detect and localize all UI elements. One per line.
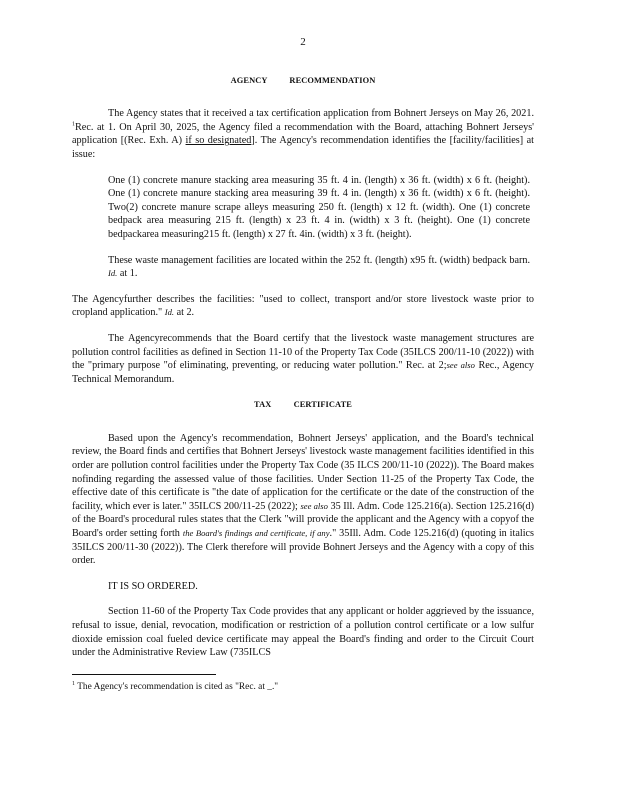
id-citation: Id. <box>108 268 118 279</box>
id-citation-2: Id. <box>164 307 175 318</box>
italic-quotation: the Board's findings and certificate, if any <box>182 528 330 539</box>
tax-certificate-heading: TAX CERTIFICATE <box>254 400 352 410</box>
para3-text-b: Rec., Agency Technical Memorandum. <box>72 360 534 385</box>
tax-certificate-paragraph <box>72 432 534 568</box>
para2-text-b: at 2. <box>176 307 195 319</box>
facility-location-quote <box>108 254 530 281</box>
para4-text-b: 35 Ill. Adm. Code 125.216(a). Section 125.216(d) of the Board's procedural rules states that the Clerk "will provide the applicant and the Agency with a copyof the Board's order setting forth <box>72 500 535 540</box>
para1-text-b: Rec. at 1. On April 30, 2025, the Agency filed a recommendation with the Board, attaching Bohnert Jerseys' application [(Rec. Exh. A) <box>72 121 534 147</box>
footnote-divider <box>72 674 216 675</box>
agency-paragraph-3 <box>72 332 534 386</box>
para3-text-a: The Agencyrecommends that the Board certify that the livestock waste management structures are pollution control facilities as defined in Section 11-10 of the Property Tax Code (35ILCS 200/11-10 (2022)) with the "primary purpose "of eliminating, preventing, or reducing water pollution." Rec. at 2; <box>72 332 534 372</box>
para4-text-a: Based upon the Agency's recommendation, Bohnert Jerseys' application, and the Board's technical review, the Board finds and certifies that Bohnert Jerseys' livestock waste management facilities identified in this order are pollution control facilities under the Property Tax Code (35 ILCS 200/11-10 (2022)). The Board makes nofinding regarding the assessed value of those facilities. Under Section 11-25 of the Property Tax Code, the effective date of this certificate is "the date of application for the certificate or the date of the construction of the facility, which ever is later." 35ILCS 200/11-25 (2022); <box>72 432 534 512</box>
footnote <box>72 681 534 695</box>
document-page <box>72 36 534 694</box>
footnote-text: The Agency's recommendation is cited as "Rec. at _." <box>77 681 279 692</box>
agency-paragraph-2 <box>72 293 534 320</box>
if-so-designated-link[interactable]: if so designated <box>185 135 252 147</box>
para1-text-c: ]. The Agency's recommendation identifies the [facility/facilities] at issue: <box>72 135 535 160</box>
so-ordered: IT IS SO ORDERED. <box>108 580 198 592</box>
para1-text-a: The Agency states that it received a tax certification application from Bohnert Jerseys on May 26, 2021. <box>108 108 534 120</box>
see-also-signal: see also <box>446 360 475 371</box>
agency-paragraph-1 <box>72 107 534 161</box>
footnote-reference[interactable]: 1 <box>72 121 75 128</box>
facility-list-quote: One (1) concrete manure stacking area measuring 35 ft. 4 in. (length) x 36 ft. (width) x 6 ft. (height). One (1) concrete manure stacking area measuring 39 ft. 4 in. (length) x 36 ft. (width) x 6 ft. (height). Two(2) concrete manure scrape alleys measuring 250 ft. (length) x 12 ft. (width). One (1) concrete bedpack area measuring 215 ft. (length) x 23 ft. 4 in. (width) x 3 ft. (height). One (1) concrete bedpackarea measuring215 ft. (length) x 27 ft. 4in. (width) x 3 ft. (height). <box>108 174 530 240</box>
quote2-text-a: These waste management facilities are located within the 252 ft. (length) x95 ft. (width) bedpack barn. <box>108 254 530 266</box>
see-also-signal-2: see also <box>300 500 328 511</box>
appeal-paragraph: Section 11-60 of the Property Tax Code provides that any applicant or holder aggrieved by the issuance, refusal to issue, denial, revocation, modification or restriction of a pollution control certificate or a low sulfur dioxide emission coal fueled device certificate may appeal the Board's finding and order to the Circuit Court under the Administrative Review Law (735ILCS <box>72 606 534 659</box>
para2-text-a: The Agencyfurther describes the facilities: "used to collect, transport and/or store livestock waste prior to cropland application." <box>72 293 534 319</box>
agency-recommendation-heading: AGENCY RECOMMENDATION <box>230 75 376 85</box>
para4-text-c: ." 35Ill. Adm. Code 125.216(d) (quoting in italics 35ILCS 200/11-30 (2022)). The Clerk therefore will provide Bohnert Jerseys and the Agency with a copy of this order. <box>72 528 535 567</box>
footnote-mark: 1 <box>72 680 75 687</box>
page-number: 2 <box>300 36 306 48</box>
quote2-text-b: at 1. <box>119 268 138 280</box>
